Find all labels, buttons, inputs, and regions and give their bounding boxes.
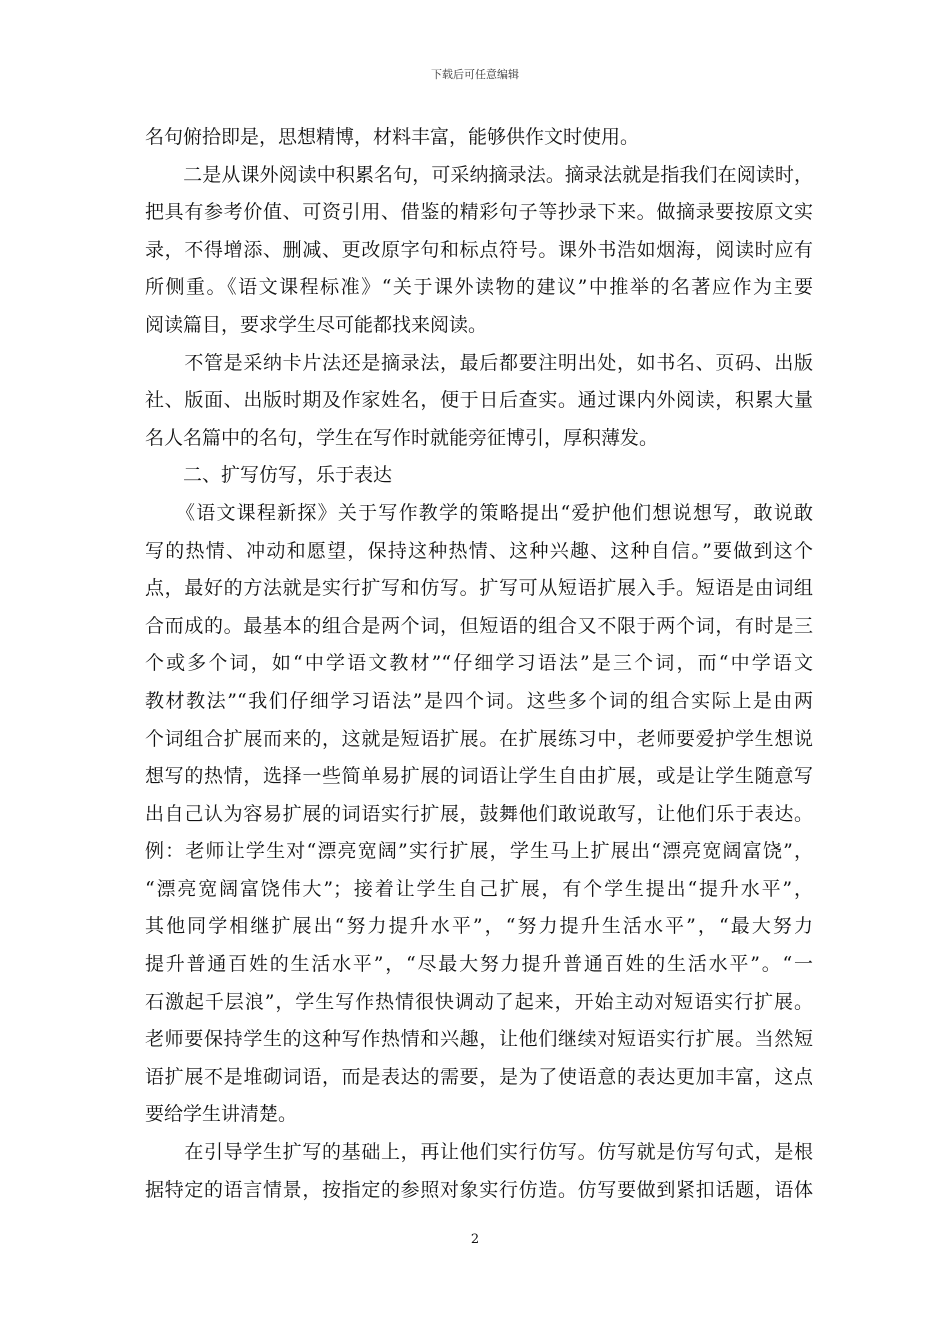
text-line: “漂亮宽阔富饶伟大”；接着让学生自己扩展，有个学生提出“提升水平”， <box>145 877 813 900</box>
text-line: 二是从课外阅读中积累名句，可采纳摘录法。摘录法就是指我们在阅读时， <box>145 163 813 186</box>
text-line: 要给学生讲清楚。 <box>145 1103 298 1126</box>
document-body <box>145 119 813 1209</box>
text-line: 据特定的语言情景，按指定的参照对象实行仿造。仿写要做到紧扣话题，语体 <box>145 1178 813 1201</box>
text-line: 其他同学相继扩展出“努力提升水平”，“努力提升生活水平”，“最大努力 <box>145 915 813 938</box>
text-line: 阅读篇目，要求学生尽可能都找来阅读。 <box>145 313 488 336</box>
text-line: 提升普通百姓的生活水平”，“尽最大努力提升普通百姓的生活水平”。“一 <box>145 953 813 976</box>
text-line: 录，不得增添、删减、更改原字句和标点符号。课外书浩如烟海，阅读时应有 <box>145 238 813 261</box>
text-line: 个词组合扩展而来的，这就是短语扩展。在扩展练习中，老师要爱护学生想说 <box>145 727 813 750</box>
text-line: 出自己认为容易扩展的词语实行扩展，鼓舞他们敢说敢写，让他们乐于表达。 <box>145 802 813 825</box>
text-line: 个或多个词，如“中学语文教材”“仔细学习语法”是三个词，而“中学语文 <box>145 652 813 675</box>
text-line: 所侧重。《语文课程标准》“关于课外读物的建议”中推举的名著应作为主要 <box>145 276 813 299</box>
text-line: 不管是采纳卡片法还是摘录法，最后都要注明出处，如书名、页码、出版 <box>145 351 813 374</box>
text-line: 名句俯拾即是，思想精博，材料丰富，能够供作文时使用。 <box>145 126 640 148</box>
section-heading: 二、扩写仿写，乐于表达 <box>145 464 393 487</box>
text-line: 语扩展不是堆砌词语，而是表达的需要，是为了使语意的表达更加丰富，这点 <box>145 1065 813 1088</box>
text-line: 教材教法”“我们仔细学习语法”是四个词。这些多个词的组合实际上是由两 <box>145 689 813 712</box>
text-line: 名人名篇中的名句，学生在写作时就能旁征博引，厚积薄发。 <box>145 426 659 449</box>
text-line: 社、版面、出版时期及作家姓名，便于日后查实。通过课内外阅读，积累大量 <box>145 389 813 412</box>
text-line: 把具有参考价值、可资引用、借鉴的精彩句子等抄录下来。做摘录要按原文实 <box>145 201 813 224</box>
text-line: 合而成的。最基本的组合是两个词，但短语的组合又不限于两个词，有时是三 <box>145 614 813 637</box>
text-line: 石激起千层浪”，学生写作热情很快调动了起来，开始主动对短语实行扩展。 <box>145 990 813 1013</box>
page-number: 2 <box>470 1232 480 1247</box>
text-line: 《语文课程新探》关于写作教学的策略提出“爱护他们想说想写，敢说敢 <box>145 501 813 524</box>
text-line: 例：老师让学生对“漂亮宽阔”实行扩展，学生马上扩展出“漂亮宽阔富饶”， <box>145 840 813 863</box>
text-line: 老师要保持学生的这种写作热情和兴趣，让他们继续对短语实行扩展。当然短 <box>145 1028 813 1051</box>
text-line: 在引导学生扩写的基础上，再让他们实行仿写。仿写就是仿写句式，是根 <box>145 1141 813 1164</box>
text-line: 点，最好的方法就是实行扩写和仿写。扩写可从短语扩展入手。短语是由词组 <box>145 577 813 600</box>
page-header: 下载后可任意编辑 <box>431 68 519 81</box>
text-line: 想写的热情，选择一些简单易扩展的词语让学生自由扩展，或是让学生随意写 <box>145 765 813 788</box>
text-line: 写的热情、冲动和愿望，保持这种热情、这种兴趣、这种自信。”要做到这个 <box>145 539 813 562</box>
